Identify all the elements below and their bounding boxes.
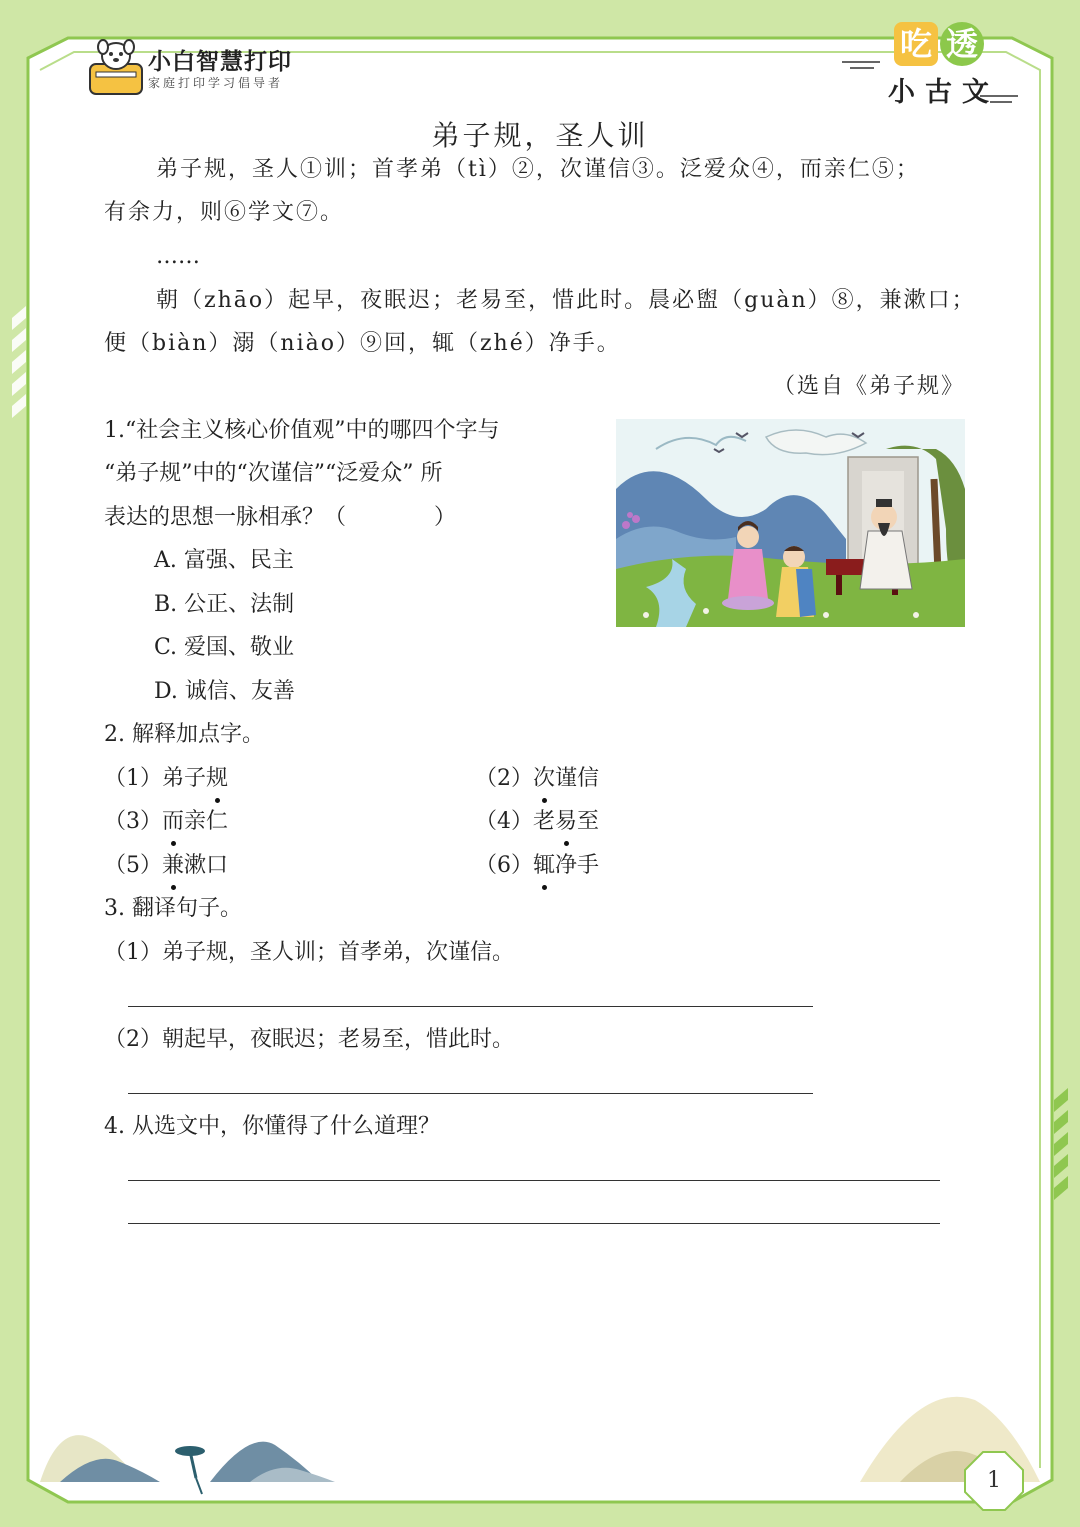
page-number-badge	[963, 1450, 1025, 1512]
brand-slogan: 家庭打印学习倡导者	[148, 76, 284, 90]
q2-item-2: （2）次谨信	[475, 764, 599, 794]
q3-title: 3. 翻译句子。	[104, 896, 242, 921]
emphasis-dot-char: 兼	[162, 851, 184, 881]
passage-line-4: 便（biàn）溺（niào）⑨回，辄（zhé）净手。	[104, 331, 621, 356]
q1-line-3: 表达的思想一脉相承？（ ）	[104, 505, 457, 530]
badge-char-1: 吃	[894, 22, 938, 66]
passage-source: （选自《弟子规》	[772, 374, 965, 399]
q2-item-5: （5）兼漱口	[104, 851, 228, 881]
passage-line-2: 有余力，则⑥学文⑦。	[104, 200, 345, 225]
q1-line-1: 1.“社会主义核心价值观”中的哪四个字与	[104, 418, 500, 443]
dog-box-logo-icon	[88, 38, 144, 98]
cloud-swirl-icon	[840, 56, 1020, 104]
page-number: 1	[987, 1468, 1001, 1493]
emphasis-dot-char: 规	[206, 764, 228, 794]
badge-subtitle: 小古文	[888, 77, 999, 108]
badge-char-2: 透	[940, 22, 984, 66]
q2-item-1: （1）弟子规	[104, 764, 228, 794]
q4-title: 4. 从选文中，你懂得了什么道理？	[104, 1114, 440, 1139]
q1-option-b[interactable]: B. 公正、法制	[154, 592, 295, 617]
q1-option-d[interactable]: D. 诚信、友善	[154, 679, 295, 704]
passage-ellipsis: ……	[156, 244, 200, 269]
page-title: 弟子规，圣人训	[431, 119, 649, 152]
emphasis-dot-char: 辄	[533, 851, 555, 881]
brand-logo	[88, 38, 292, 102]
q3-sentence-2: （2）朝起早，夜眠迟；老易至，惜此时。	[104, 1027, 514, 1052]
passage-line-1: 弟子规，圣人①训；首孝弟（tì）②，次谨信③。泛爱众④，而亲仁⑤；	[156, 157, 920, 182]
q2-item-4: （4）老易至	[475, 807, 599, 837]
emphasis-dot-char: 次	[533, 764, 555, 794]
q2-title: 2. 解释加点字。	[104, 722, 264, 747]
answer-line-q4-2[interactable]	[128, 1223, 940, 1224]
q1-option-c[interactable]: C. 爱国、敬业	[154, 635, 295, 660]
answer-line-q4-1[interactable]	[128, 1180, 940, 1181]
q1-option-a[interactable]: A. 富强、民主	[154, 548, 294, 573]
brand-name: 小白智慧打印	[148, 49, 292, 75]
q2-item-6: （6）辄净手	[475, 851, 599, 881]
passage-line-3: 朝（zhāo）起早，夜眠迟；老易至，惜此时。晨必盥（guàn）⑧，兼漱口；	[156, 288, 976, 313]
emphasis-dot-char: 易	[555, 807, 577, 837]
illustration-teacher-students	[616, 419, 965, 627]
answer-line-q3-1[interactable]	[128, 1006, 813, 1007]
q3-sentence-1: （1）弟子规，圣人训；首孝弟，次谨信。	[104, 940, 514, 965]
q1-line-2: “弟子规”中的“次谨信”“泛爱众” 所	[104, 461, 443, 486]
emphasis-dot-char: 而	[162, 807, 184, 837]
answer-line-q3-2[interactable]	[128, 1093, 813, 1094]
q2-item-3: （3）而亲仁	[104, 807, 228, 837]
